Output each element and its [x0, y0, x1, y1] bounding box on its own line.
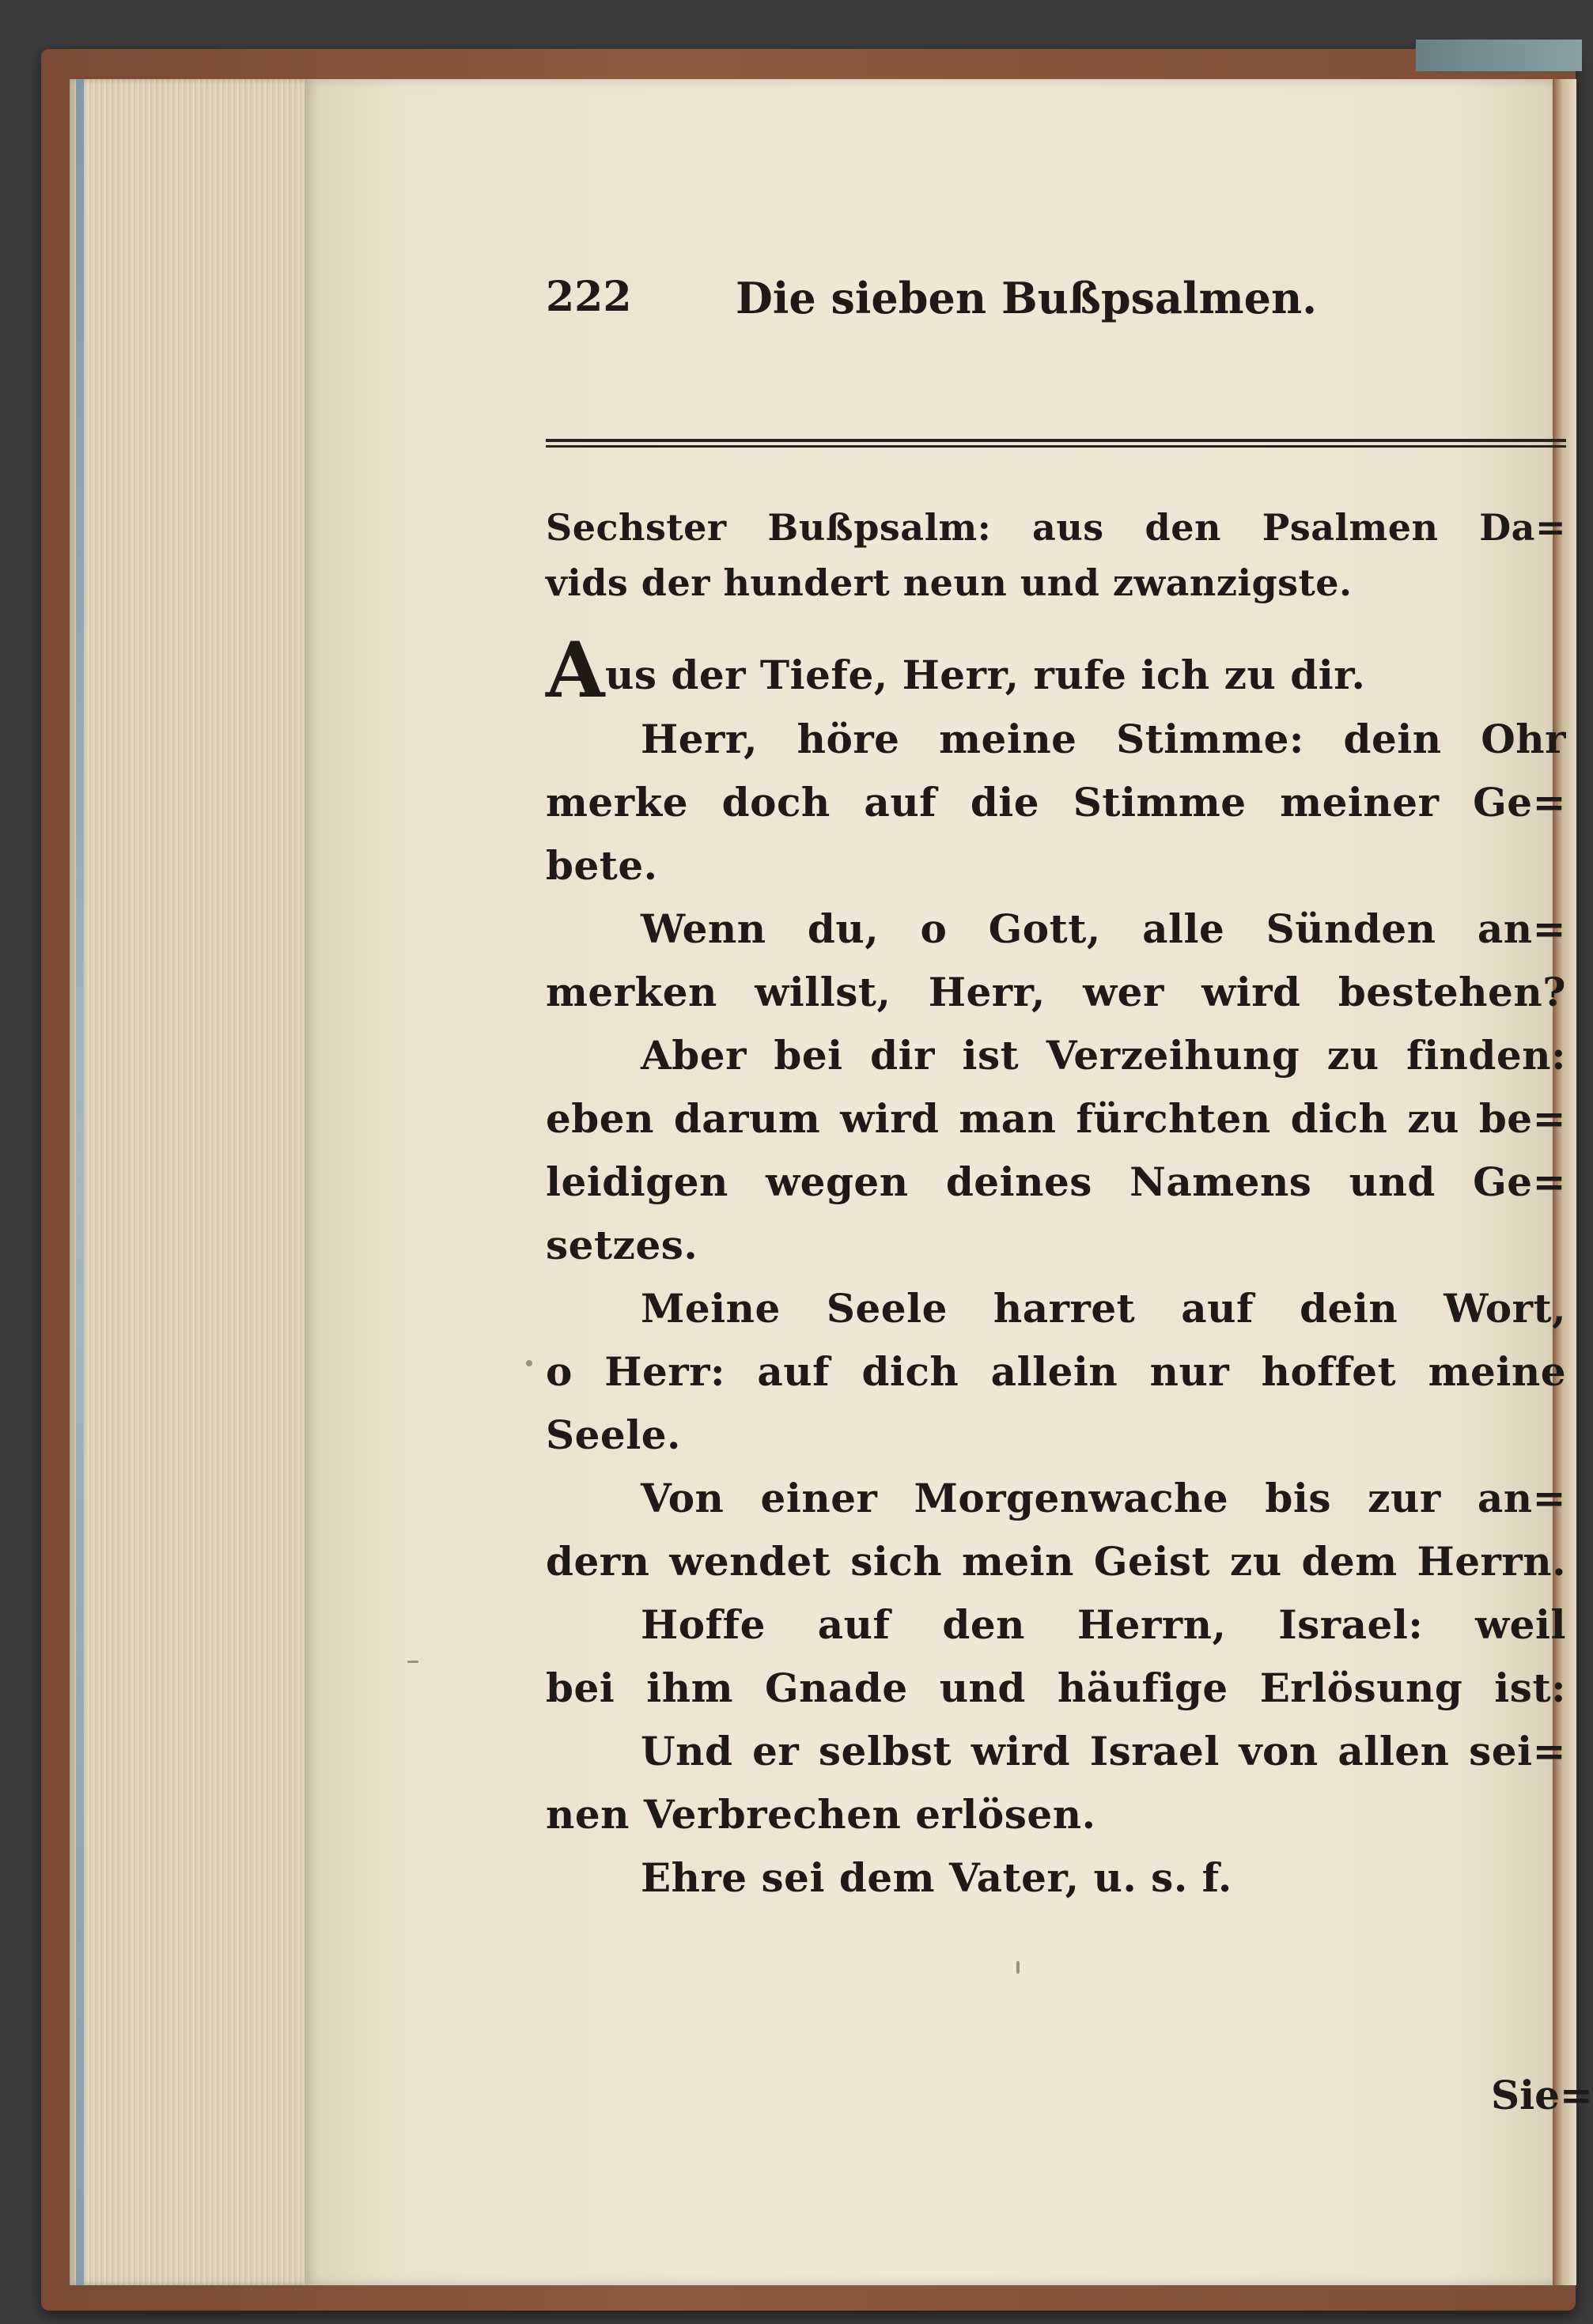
first-verse-line: [546, 625, 1566, 715]
adjacent-cover-corner: [1416, 40, 1582, 71]
text-line: Meine Seele harret auf dein Wort,: [641, 1285, 1566, 1332]
psalm-heading-line: vids der hundert neun und zwanzigste.: [546, 561, 1353, 604]
paper-speck: [1016, 1961, 1020, 1974]
running-title: Die sieben Bußpsalmen.: [736, 273, 1318, 323]
text-line: Von einer Morgenwache bis zur an=: [641, 1475, 1566, 1521]
text-line: Herr, höre meine Stimme: dein Ohr: [641, 716, 1566, 762]
drop-initial: A: [546, 625, 605, 715]
catchword: Sie=: [1491, 2072, 1593, 2118]
paper-speck: [407, 1661, 418, 1663]
text-line: merke doch auf die Stimme meiner Ge=: [546, 779, 1566, 826]
text-line: bete.: [546, 842, 658, 889]
page-edges: [70, 79, 308, 2285]
text-line: o Herr: auf dich allein nur hoffet meine: [546, 1348, 1566, 1395]
text-line: merken willst, Herr, wer wird bestehen?: [546, 969, 1566, 1015]
first-verse-text: us der Tiefe, Herr, rufe ich zu dir.: [604, 652, 1366, 698]
text-line: Und er selbst wird Israel von allen sei=: [641, 1728, 1566, 1774]
text-line: Hoffe auf den Herrn, Israel: weil: [641, 1601, 1566, 1648]
psalm-heading-line: Sechster Bußpsalm: aus den Psalmen Da=: [546, 506, 1566, 549]
book-page: [305, 79, 1593, 2285]
colored-edge: [76, 79, 84, 2285]
text-line: Wenn du, o Gott, alle Sünden an=: [641, 905, 1566, 952]
page-text: [305, 79, 1593, 2285]
text-line: bei ihm Gnade und häufige Erlösung ist:: [546, 1665, 1566, 1711]
text-line: Ehre sei dem Vater, u. s. f.: [641, 1854, 1232, 1901]
text-line: leidigen wegen deines Namens und Ge=: [546, 1158, 1566, 1205]
text-line: setzes.: [546, 1222, 698, 1268]
text-line: Seele.: [546, 1411, 681, 1458]
text-line: nen Verbrechen erlösen.: [546, 1791, 1096, 1838]
header-rule: [546, 439, 1566, 450]
page-number: 222: [546, 273, 632, 321]
text-line: dern wendet sich mein Geist zu dem Herrn.: [546, 1538, 1566, 1585]
text-line: Aber bei dir ist Verzeihung zu finden:: [641, 1032, 1566, 1079]
page-header: [546, 273, 1566, 336]
text-line: eben darum wird man fürchten dich zu be=: [546, 1095, 1566, 1142]
paper-speck: [526, 1360, 532, 1366]
